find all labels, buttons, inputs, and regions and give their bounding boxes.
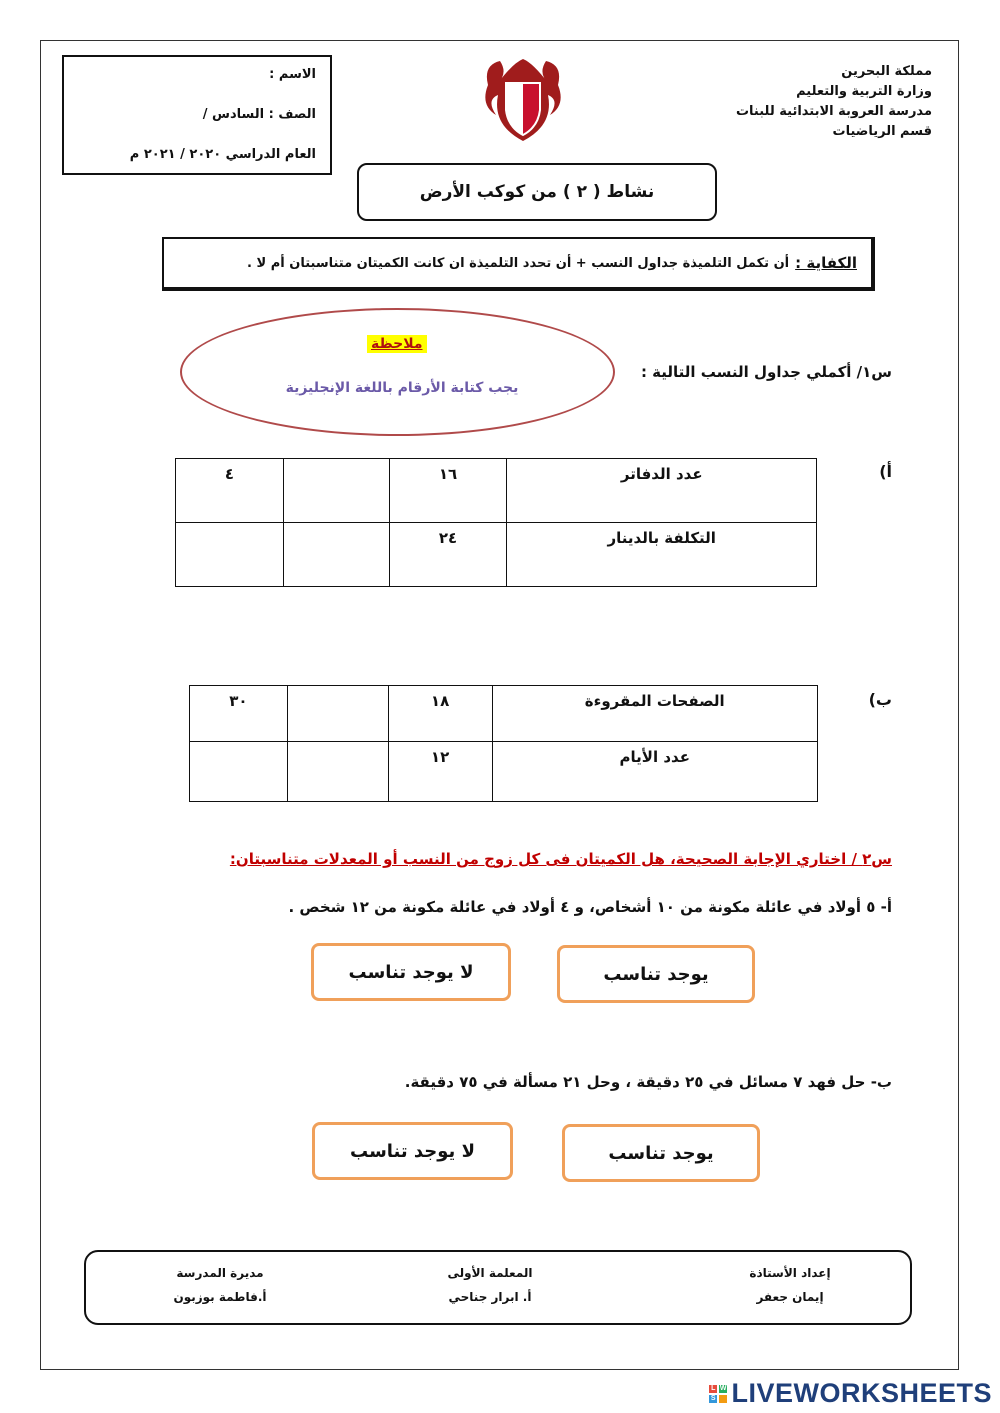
row-header: عدد الدفاتر — [507, 459, 817, 523]
activity-title: نشاط ( ٢ ) من كوكب الأرض — [357, 163, 717, 221]
first-teacher-label: المعلمة الأولى — [447, 1266, 533, 1280]
footer-principal — [130, 1261, 310, 1309]
table-row — [176, 459, 817, 523]
table-cell: ٣٠ — [190, 686, 288, 742]
logo-tile: L — [711, 1384, 716, 1392]
principal-name: أ.فاطمة بوزبون — [173, 1290, 267, 1304]
choice-b-no-button[interactable]: لا يوجد تناسب — [312, 1122, 513, 1180]
note-title: ملاحظة — [367, 335, 427, 353]
goal-key: الكفاية : — [795, 254, 857, 272]
question2-part-a-text: أ- ٥ أولاد في عائلة مكونة من ١٠ أشخاص، و ٤ أولاد في عائلة مكونة من ١٢ شخص . — [288, 898, 892, 916]
ratio-table-a — [175, 458, 817, 587]
question2-prompt: س٢ / اختاري الإجابة الصحيحة، هل الكميتان فى كل زوج من النسب أو المعدلات متناسبتان: — [229, 850, 892, 868]
part-a-label: أ) — [879, 462, 892, 481]
logo-tile: S — [710, 1394, 717, 1402]
brand-name: LIVEWORKSHEETS — [731, 1378, 992, 1408]
question2-part-b-text: ب- حل فهد ٧ مسائل في ٢٥ دقيقة ، وحل ٢١ مسألة في ٧٥ دقيقة. — [404, 1073, 892, 1091]
question1-prompt: س١/ أكملي جداول النسب التالية : — [640, 363, 892, 381]
note-text: يجب كتابة الأرقام باللغة الإنجليزية — [285, 380, 519, 396]
prepared-label: إعداد الأستاذة — [749, 1266, 831, 1280]
answer-cell[interactable] — [283, 523, 389, 587]
choice-b-yes-button[interactable]: يوجد تناسب — [562, 1124, 760, 1182]
table-cell: ٢٤ — [389, 523, 507, 587]
goal-box — [162, 237, 875, 291]
school-line: وزارة التربية والتعليم — [796, 84, 932, 99]
answer-cell[interactable] — [287, 742, 388, 802]
student-info-box — [62, 55, 332, 175]
school-line: مملكة البحرين — [841, 64, 932, 79]
bahrain-emblem-icon — [478, 55, 568, 145]
student-name-label: الاسم : — [269, 67, 316, 82]
prepared-name: إيمان جعفر — [756, 1290, 824, 1304]
row-header: الصفحات المقروءة — [492, 686, 818, 742]
logo-tile — [719, 1395, 727, 1403]
choice-a-no-button[interactable]: لا يوجد تناسب — [311, 943, 511, 1001]
goal-text: أن تكمل التلميذة جداول النسب + أن تحدد التلميذة ان كانت الكميتان متناسبتان أم لا . — [247, 255, 790, 271]
first-teacher-name: أ. ابرار جناحي — [448, 1290, 532, 1304]
ratio-table-b — [189, 685, 818, 802]
row-header: عدد الأيام — [492, 742, 818, 802]
grade-label: الصف : السادس / — [202, 107, 316, 122]
table-row — [190, 742, 818, 802]
answer-cell[interactable] — [190, 742, 288, 802]
table-cell: ٤ — [176, 459, 284, 523]
choice-a-yes-button[interactable]: يوجد تناسب — [557, 945, 755, 1003]
footer-prepared — [700, 1261, 880, 1309]
logo-tile: W — [719, 1384, 728, 1392]
part-b-label: ب) — [868, 690, 892, 709]
principal-label: مديرة المدرسة — [176, 1266, 264, 1280]
answer-cell[interactable] — [176, 523, 284, 587]
school-header — [692, 62, 932, 142]
liveworksheets-logo-icon — [709, 1385, 727, 1403]
footer-first-teacher — [390, 1261, 590, 1309]
answer-cell[interactable] — [287, 686, 388, 742]
answer-cell[interactable] — [283, 459, 389, 523]
row-header: التكلفة بالدينار — [507, 523, 817, 587]
note-ellipse — [180, 308, 615, 436]
table-cell: ١٦ — [389, 459, 507, 523]
table-cell: ١٨ — [388, 686, 492, 742]
table-row — [176, 523, 817, 587]
school-line: مدرسة العروبة الابتدائية للبنات — [735, 104, 932, 119]
school-line: قسم الرياضيات — [832, 124, 932, 139]
liveworksheets-brand — [709, 1378, 992, 1409]
table-row — [190, 686, 818, 742]
year-label: العام الدراسي ٢٠٢٠ / ٢٠٢١ م — [129, 147, 316, 162]
table-cell: ١٢ — [388, 742, 492, 802]
